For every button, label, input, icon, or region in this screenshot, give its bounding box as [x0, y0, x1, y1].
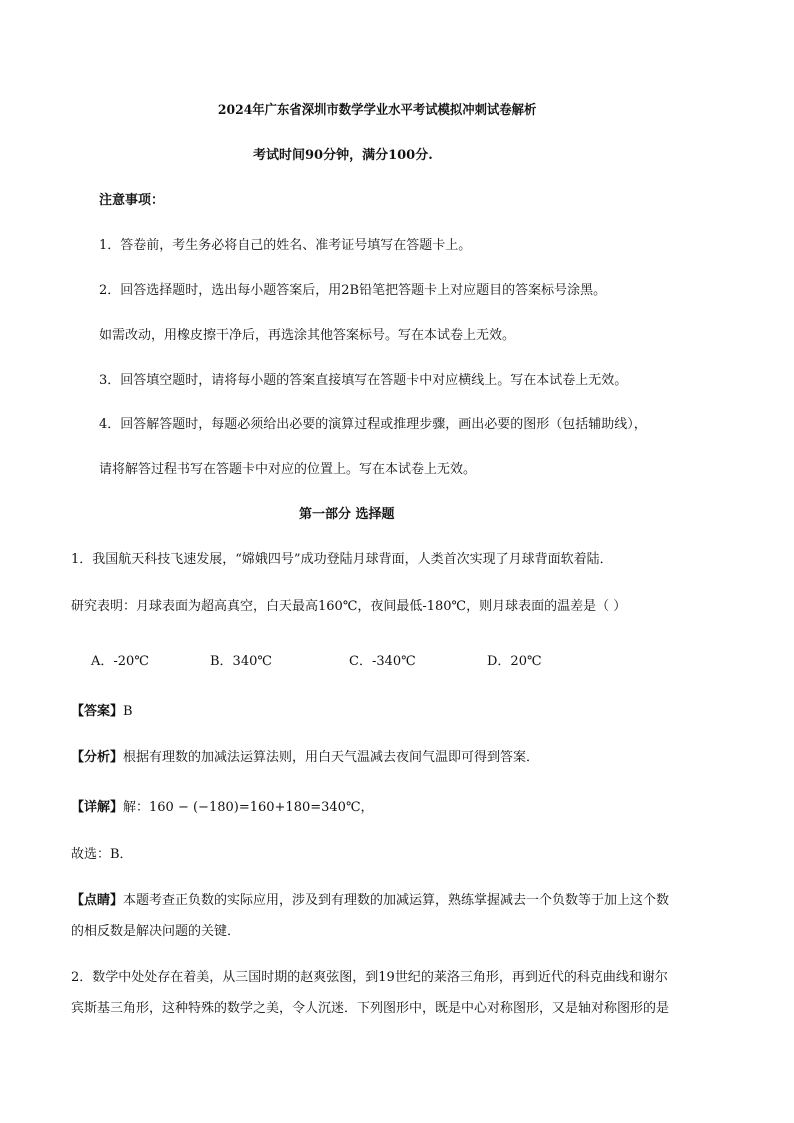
answer-line [71, 703, 133, 721]
section-title: 第一部分 选择题 [299, 507, 395, 522]
exam-info: 考试时间90分钟，满分100分. [253, 148, 433, 163]
comment-text: 本题考查正负数的实际应用，涉及到有理数的加减运算，熟练掌握减去一个负数等于加上这个数 [123, 893, 670, 908]
notice-item: 2．回答选择题时，选出每小题答案后，用2B铅笔把答题卡上对应题目的答案标号涂黑。 [99, 283, 607, 298]
option-b: B．340℃ [210, 654, 272, 669]
notice-item: 请将解答过程书写在答题卡中对应的位置上。写在本试卷上无效。 [99, 462, 477, 477]
comment-line: 的相反数是解决问题的关键． [71, 924, 241, 939]
detail-tag: 【详解】 [71, 800, 124, 815]
analysis-line [71, 749, 539, 767]
question-2-stem: 宾斯基三角形，这种特殊的数学之美，令人沉迷．下列图形中，既是中心对称图形，又是轴对称图形的是 [71, 1001, 670, 1016]
notice-item: 1．答卷前，考生务必将自己的姓名、准考证号填写在答题卡上。 [99, 238, 472, 253]
comment-tag: 【点睛】 [71, 893, 124, 908]
detail-line [71, 799, 374, 817]
option-d: D．20℃ [487, 654, 542, 669]
answer-value: B [123, 704, 133, 719]
question-2-stem: 2．数学中处处存在着美，从三国时期的赵爽弦图，到19世纪的莱洛三角形，再到近代的科克曲线和谢尔 [71, 970, 668, 985]
page-title: 2024年广东省深圳市数学学业水平考试模拟冲刺试卷解析 [217, 103, 537, 118]
notice-item: 4．回答解答题时，每题必须给出必要的演算过程或推理步骤，画出必要的图形（包括辅助线）， [99, 417, 647, 432]
notice-item: 如需改动，用橡皮擦干净后，再选涂其他答案标号。写在本试卷上无效。 [99, 328, 516, 343]
analysis-tag: 【分析】 [71, 750, 124, 765]
comment-line [71, 892, 669, 910]
notice-heading: 注意事项： [99, 193, 165, 208]
question-1-stem: 研究表明：月球表面为超高真空，白天最高160℃，夜间最低-180℃，则月球表面的温差是（ ） [71, 599, 627, 614]
choice-line: 故选：B． [71, 847, 133, 862]
option-c: C．-340℃ [349, 654, 416, 669]
analysis-text: 根据有理数的加减法运算法则，用白天气温减去夜间气温即可得到答案． [123, 750, 540, 765]
option-a: A．-20℃ [91, 654, 149, 669]
detail-text: 解：160 − (−180)=160+180=340℃， [123, 800, 374, 815]
question-1-stem: 1．我国航天科技飞速发展，“嫦娥四号”成功登陆月球背面，人类首次实现了月球背面软着陆． [71, 552, 613, 567]
notice-item: 3．回答填空题时，请将每小题的答案直接填写在答题卡中对应横线上。写在本试卷上无效。 [99, 373, 628, 388]
answer-tag: 【答案】 [71, 704, 124, 719]
